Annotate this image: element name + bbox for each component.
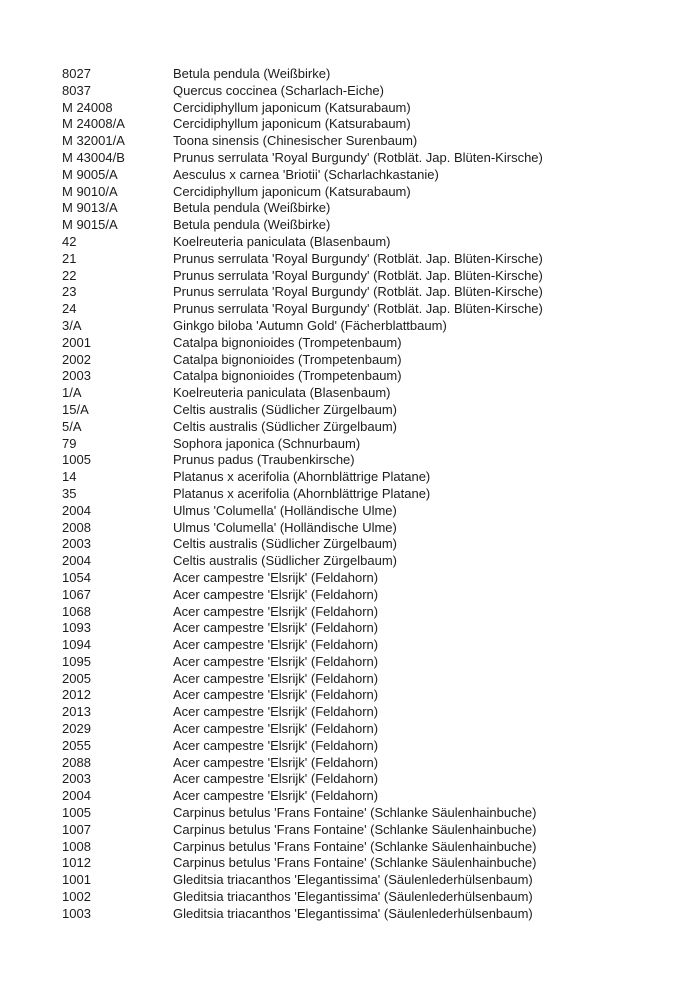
- tree-name: Acer campestre 'Elsrijk' (Feldahorn): [173, 653, 379, 669]
- tree-id: 2001: [62, 334, 91, 350]
- list-item: [62, 536, 690, 553]
- tree-name: Platanus x acerifolia (Ahornblättrige Platane): [173, 485, 431, 501]
- tree-id: 8037: [62, 82, 91, 98]
- tree-name: Prunus serrulata 'Royal Burgundy' (Rotblät. Jap. Blüten-Kirsche): [173, 284, 543, 300]
- tree-id: M 9015/A: [62, 217, 118, 233]
- list-item: [62, 301, 690, 318]
- tree-name: Quercus coccinea (Scharlach-Eiche): [173, 82, 384, 98]
- tree-id: 2055: [62, 737, 91, 753]
- list-item: [62, 436, 690, 453]
- list-item: [62, 620, 690, 637]
- tree-id: 1068: [62, 603, 91, 619]
- tree-id: 5/A: [62, 418, 82, 434]
- list-item: [62, 637, 690, 654]
- tree-id: 2004: [62, 553, 91, 569]
- tree-id: 2003: [62, 536, 91, 552]
- tree-id: 1095: [62, 653, 91, 669]
- tree-name: Cercidiphyllum japonicum (Katsurabaum): [173, 116, 411, 132]
- tree-id: M 24008: [62, 99, 113, 115]
- tree-id: 8027: [62, 66, 91, 81]
- tree-name: Gleditsia triacanthos 'Elegantissima' (Säulenlederhülsenbaum): [173, 905, 533, 921]
- tree-name: Catalpa bignonioides (Trompetenbaum): [173, 334, 402, 350]
- list-item: [62, 318, 690, 335]
- tree-id: 2013: [62, 704, 91, 720]
- tree-id: 1007: [62, 821, 91, 837]
- tree-name: Acer campestre 'Elsrijk' (Feldahorn): [173, 754, 379, 770]
- tree-id: 35: [62, 485, 77, 501]
- tree-name: Acer campestre 'Elsrijk' (Feldahorn): [173, 670, 379, 686]
- list-item: [62, 889, 690, 906]
- list-item: [62, 486, 690, 503]
- tree-name: Carpinus betulus 'Frans Fontaine' (Schlanke Säulenhainbuche): [173, 805, 537, 821]
- tree-id: 2004: [62, 788, 91, 804]
- tree-name: Acer campestre 'Elsrijk' (Feldahorn): [173, 721, 379, 737]
- list-item: [62, 385, 690, 402]
- tree-id: 14: [62, 469, 77, 485]
- tree-name: Carpinus betulus 'Frans Fontaine' (Schlanke Säulenhainbuche): [173, 838, 537, 854]
- tree-id: M 24008/A: [62, 116, 125, 132]
- tree-name: Acer campestre 'Elsrijk' (Feldahorn): [173, 687, 379, 703]
- tree-id: 1054: [62, 569, 91, 585]
- tree-name: Sophora japonica (Schnurbaum): [173, 435, 361, 451]
- tree-name: Platanus x acerifolia (Ahornblättrige Platane): [173, 469, 431, 485]
- tree-id: 21: [62, 250, 77, 266]
- list-item: [62, 738, 690, 755]
- list-item: [62, 721, 690, 738]
- list-item: [62, 671, 690, 688]
- tree-id: 2008: [62, 519, 91, 535]
- tree-name: Acer campestre 'Elsrijk' (Feldahorn): [173, 737, 379, 753]
- tree-name: Catalpa bignonioides (Trompetenbaum): [173, 351, 402, 367]
- tree-name: Ginkgo biloba 'Autumn Gold' (Fächerblattbaum): [173, 317, 447, 333]
- list-item: [62, 604, 690, 621]
- tree-id: 24: [62, 301, 77, 317]
- list-item: [62, 83, 690, 100]
- tree-name: Betula pendula (Weißbirke): [173, 66, 331, 81]
- list-item: [62, 402, 690, 419]
- list-item: [62, 687, 690, 704]
- list-item: [62, 839, 690, 856]
- list-item: [62, 822, 690, 839]
- list-item: [62, 100, 690, 117]
- list-item: [62, 200, 690, 217]
- tree-name: Koelreuteria paniculata (Blasenbaum): [173, 233, 391, 249]
- tree-id: 1005: [62, 805, 91, 821]
- tree-id: 2005: [62, 670, 91, 686]
- tree-id: 1/A: [62, 385, 82, 401]
- list-item: [62, 704, 690, 721]
- list-item: [62, 654, 690, 671]
- tree-id: 2012: [62, 687, 91, 703]
- tree-name: Gleditsia triacanthos 'Elegantissima' (Säulenlederhülsenbaum): [173, 889, 533, 905]
- tree-list: [62, 66, 690, 923]
- list-item: [62, 788, 690, 805]
- tree-id: 2088: [62, 754, 91, 770]
- tree-name: Prunus serrulata 'Royal Burgundy' (Rotblät. Jap. Blüten-Kirsche): [173, 250, 543, 266]
- tree-id: 23: [62, 284, 77, 300]
- tree-name: Acer campestre 'Elsrijk' (Feldahorn): [173, 620, 379, 636]
- list-item: [62, 251, 690, 268]
- list-item: [62, 217, 690, 234]
- list-item: [62, 906, 690, 923]
- list-item: [62, 268, 690, 285]
- list-item: [62, 570, 690, 587]
- list-item: [62, 184, 690, 201]
- tree-id: 22: [62, 267, 77, 283]
- list-item: [62, 284, 690, 301]
- tree-id: 1002: [62, 889, 91, 905]
- list-item: [62, 503, 690, 520]
- list-item: [62, 520, 690, 537]
- tree-name: Acer campestre 'Elsrijk' (Feldahorn): [173, 771, 379, 787]
- tree-id: 1008: [62, 838, 91, 854]
- tree-id: 2002: [62, 351, 91, 367]
- tree-name: Aesculus x carnea 'Briotii' (Scharlachkastanie): [173, 166, 439, 182]
- tree-id: 1005: [62, 452, 91, 468]
- list-item: [62, 419, 690, 436]
- tree-name: Ulmus 'Columella' (Holländische Ulme): [173, 519, 397, 535]
- list-item: [62, 755, 690, 772]
- tree-id: 1003: [62, 905, 91, 921]
- list-item: [62, 587, 690, 604]
- list-item: [62, 66, 690, 83]
- tree-id: M 32001/A: [62, 133, 125, 149]
- list-item: [62, 805, 690, 822]
- tree-name: Betula pendula (Weißbirke): [173, 200, 331, 216]
- tree-name: Celtis australis (Südlicher Zürgelbaum): [173, 401, 397, 417]
- tree-name: Betula pendula (Weißbirke): [173, 217, 331, 233]
- tree-name: Prunus serrulata 'Royal Burgundy' (Rotblät. Jap. Blüten-Kirsche): [173, 301, 543, 317]
- tree-name: Carpinus betulus 'Frans Fontaine' (Schlanke Säulenhainbuche): [173, 821, 537, 837]
- list-item: [62, 872, 690, 889]
- tree-name: Ulmus 'Columella' (Holländische Ulme): [173, 502, 397, 518]
- list-item: [62, 335, 690, 352]
- tree-name: Carpinus betulus 'Frans Fontaine' (Schlanke Säulenhainbuche): [173, 855, 537, 871]
- tree-name: Acer campestre 'Elsrijk' (Feldahorn): [173, 637, 379, 653]
- tree-name: Celtis australis (Südlicher Zürgelbaum): [173, 553, 397, 569]
- tree-name: Acer campestre 'Elsrijk' (Feldahorn): [173, 569, 379, 585]
- tree-name: Acer campestre 'Elsrijk' (Feldahorn): [173, 788, 379, 804]
- tree-id: 1067: [62, 586, 91, 602]
- tree-id: 79: [62, 435, 77, 451]
- tree-id: 15/A: [62, 401, 89, 417]
- list-item: [62, 116, 690, 133]
- tree-id: M 43004/B: [62, 149, 125, 165]
- list-item: [62, 150, 690, 167]
- list-item: [62, 234, 690, 251]
- list-item: [62, 553, 690, 570]
- tree-name: Koelreuteria paniculata (Blasenbaum): [173, 385, 391, 401]
- list-item: [62, 469, 690, 486]
- tree-name: Prunus serrulata 'Royal Burgundy' (Rotblät. Jap. Blüten-Kirsche): [173, 267, 543, 283]
- tree-id: 42: [62, 233, 77, 249]
- tree-id: M 9005/A: [62, 166, 118, 182]
- tree-id: 1094: [62, 637, 91, 653]
- tree-id: M 9010/A: [62, 183, 118, 199]
- list-item: [62, 133, 690, 150]
- tree-id: 2003: [62, 368, 91, 384]
- tree-id: 2003: [62, 771, 91, 787]
- list-item: [62, 771, 690, 788]
- tree-id: 2029: [62, 721, 91, 737]
- list-item: [62, 855, 690, 872]
- tree-name: Prunus padus (Traubenkirsche): [173, 452, 355, 468]
- list-item: [62, 167, 690, 184]
- list-item: [62, 352, 690, 369]
- tree-id: 2004: [62, 502, 91, 518]
- tree-id: 3/A: [62, 317, 82, 333]
- tree-id: 1093: [62, 620, 91, 636]
- tree-id: 1012: [62, 855, 91, 871]
- tree-name: Cercidiphyllum japonicum (Katsurabaum): [173, 183, 411, 199]
- tree-name: Prunus serrulata 'Royal Burgundy' (Rotblät. Jap. Blüten-Kirsche): [173, 149, 543, 165]
- tree-name: Cercidiphyllum japonicum (Katsurabaum): [173, 99, 411, 115]
- tree-id: 1001: [62, 872, 91, 888]
- list-item: [62, 452, 690, 469]
- tree-name: Toona sinensis (Chinesischer Surenbaum): [173, 133, 418, 149]
- tree-id: M 9013/A: [62, 200, 118, 216]
- tree-name: Acer campestre 'Elsrijk' (Feldahorn): [173, 586, 379, 602]
- tree-name: Gleditsia triacanthos 'Elegantissima' (Säulenlederhülsenbaum): [173, 872, 533, 888]
- list-item: [62, 368, 690, 385]
- tree-name: Celtis australis (Südlicher Zürgelbaum): [173, 536, 397, 552]
- tree-name: Celtis australis (Südlicher Zürgelbaum): [173, 418, 397, 434]
- tree-name: Catalpa bignonioides (Trompetenbaum): [173, 368, 402, 384]
- tree-name: Acer campestre 'Elsrijk' (Feldahorn): [173, 603, 379, 619]
- tree-name: Acer campestre 'Elsrijk' (Feldahorn): [173, 704, 379, 720]
